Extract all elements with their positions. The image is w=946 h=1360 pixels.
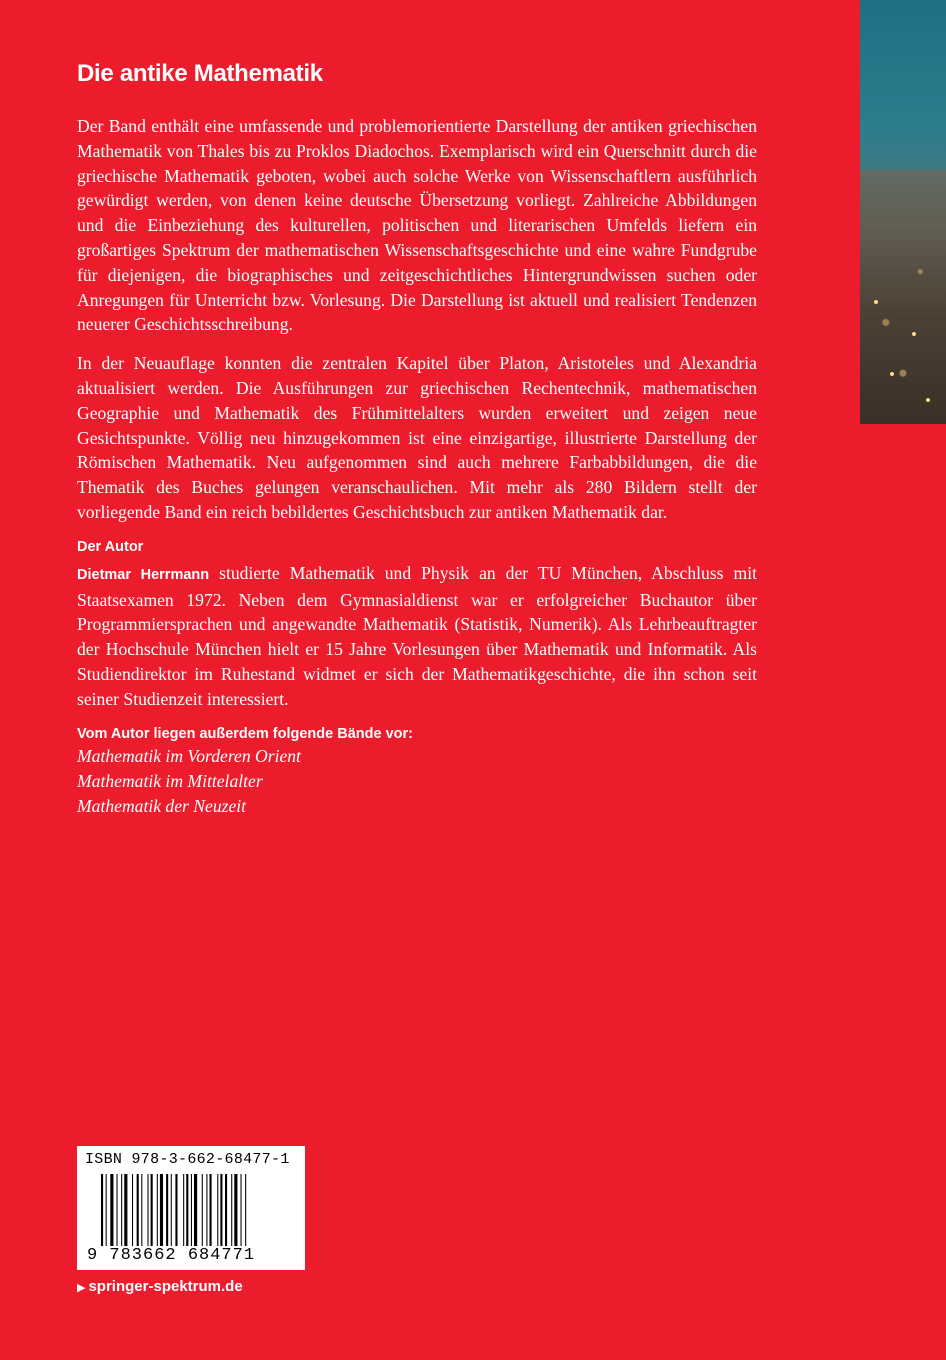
barcode-bar [194,1174,197,1246]
barcode-bar [234,1174,237,1246]
barcode-bar [171,1174,172,1246]
city-light [912,332,916,336]
barcode-bar [124,1174,127,1246]
author-bio-text: studierte Mathematik und Physik an der TU München, Abschluss mit Staatsexamen 1972. Neben dem Gymnasialdienst war er erfolgreicher Buchautor über Programmiersprachen und angewandte Mathematik (Statistik, Numerik). Als Lehrbeauftragter der Hochschule München hielt er 15 Jahre Vorlesungen über Mathematik und Informatik. Als Studiendirektor im Ruhestand widmet er sich der Mathematikgeschichte, die ihn schon seit seiner Studienzeit interessiert. [77,562,757,709]
acropolis-ruins-image [860,170,946,424]
barcode-bar [137,1174,139,1246]
author-bio [77,561,757,712]
barcode-bar [106,1174,107,1246]
barcode-bars [101,1174,291,1246]
other-book-title: Mathematik der Neuzeit [77,795,247,816]
isbn-label: ISBN 978-3-662-68477-1 [85,1151,290,1168]
cover-photo-strip [860,0,946,424]
barcode-bar [210,1174,212,1246]
barcode-bar [160,1174,163,1246]
other-books-heading: Vom Autor liegen außerdem folgende Bände vor: [77,725,413,742]
barcode-bar [148,1174,149,1246]
other-book-title: Mathematik im Vorderen Orient [77,745,301,766]
barcode-bar [175,1174,177,1246]
barcode-bar [206,1174,207,1246]
barcode-bar [166,1174,168,1246]
barcode-bar [245,1174,246,1246]
arrow-icon: ▶ [77,1282,86,1294]
barcode-bar [186,1174,188,1246]
barcode-bar [231,1174,232,1246]
barcode-bar [110,1174,113,1246]
barcode-bar [117,1174,118,1246]
barcode-bar [225,1174,227,1246]
ean-digits: 9 783662 684771 [87,1246,256,1265]
website-url: springer-spektrum.de [88,1278,243,1295]
barcode-bar [101,1174,103,1246]
city-light [926,398,930,402]
barcode-bar [121,1174,122,1246]
barcode-bar [132,1174,133,1246]
author-heading: Der Autor [77,538,144,555]
barcode-bar [151,1174,153,1246]
other-book-title: Mathematik im Mittelalter [77,770,263,791]
city-light [874,300,878,304]
book-title: Die antike Mathematik [77,60,323,87]
barcode-bar [220,1174,222,1246]
barcode-bar [191,1174,192,1246]
barcode-bar [157,1174,158,1246]
author-name: Dietmar Herrmann [77,566,210,583]
city-light [890,372,894,376]
barcode-bar [183,1174,184,1246]
description-paragraph-1: Der Band enthält eine umfassende und problemorientierte Darstellung der antiken griechischen Mathematik von Thales bis zu Proklos Diadochos. Exemplarisch wird ein Querschnitt durch die griechische Mathematik geboten, wobei auch solche Werke von Wissenschaftlern ausführlich gewürdigt werden, von denen keine deutsche Übersetzung vorliegt. Zahlreiche Abbildungen und die Einbeziehung des kulturellen, politischen und literarischen Umfelds liefern ein großartiges Spektrum der mathematischen Wissenschaftsgeschichte und eine wahre Fundgrube für diejenigen, die biographisches und zeitgeschichtliches Hintergrundwissen suchen oder Anregungen für Unterricht bzw. Vorlesung. Die Darstellung ist aktuell und realisiert Tendenzen neuerer Geschichtsschreibung. [77,116,757,335]
barcode-bar [202,1174,203,1246]
barcode-bar [241,1174,242,1246]
publisher-website[interactable] [77,1278,243,1295]
isbn-barcode [77,1146,305,1270]
barcode-bar [141,1174,142,1246]
barcode-bar [217,1174,218,1246]
other-books-list [77,744,757,819]
back-cover-text [77,60,757,819]
description-paragraph-2: In der Neuauflage konnten die zentralen Kapitel über Platon, Aristoteles und Alexandria aktualisiert werden. Die Ausführungen zur griechischen Rechentechnik, mathematischen Geographie und Mathematik des Frühmittelalters wurden erweitert und zeigen neue Gesichtspunkte. Völlig neu hinzugekommen ist eine einzigartige, illustrierte Darstellung der Römischen Mathematik. Neu aufgenommen sind auch mehrere Farbabbildungen, die die Thematik des Buches gelungen veranschaulichen. Mit mehr als 280 Bildern stellt der vorliegende Band ein reich bebildertes Geschichtsbuch zur antiken Mathematik dar. [77,353,757,522]
